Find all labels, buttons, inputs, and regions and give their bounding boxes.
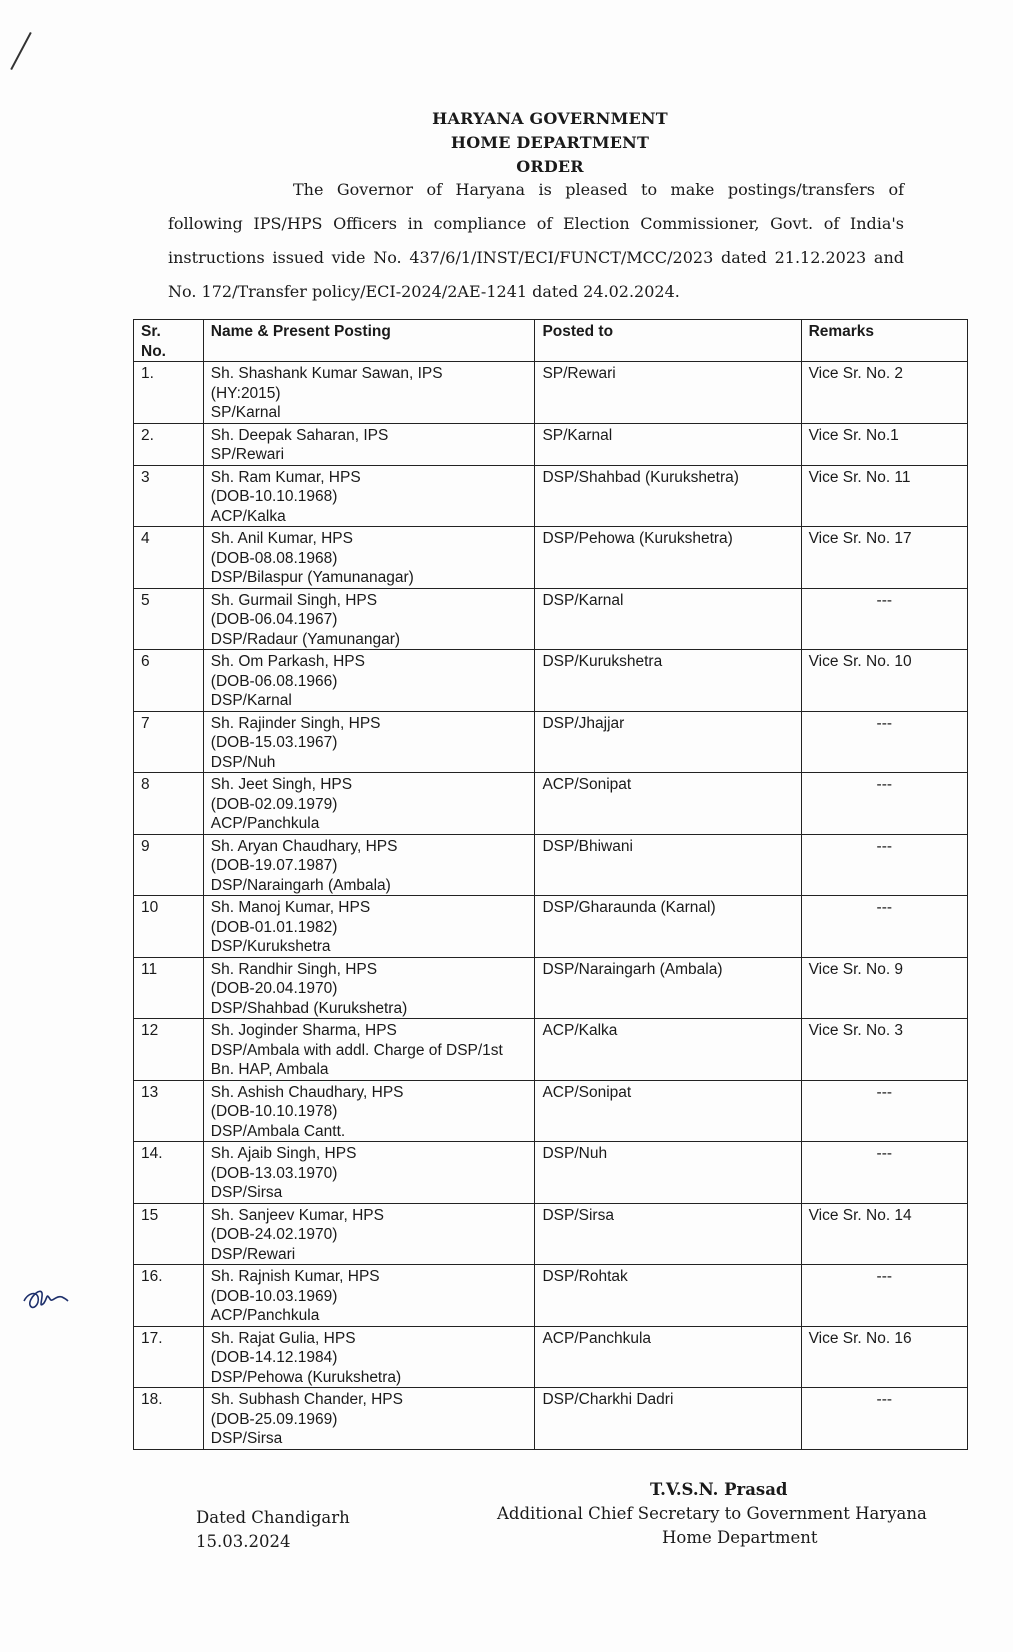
name-posting-line: DSP/Naraingarh (Ambala)	[210, 876, 391, 894]
remarks-cell: Vice Sr. No. 17	[801, 527, 967, 589]
name-posting-line: DSP/Shahbad (Kurukshetra)	[210, 999, 408, 1017]
name-posting-line: Sh. Manoj Kumar, HPS	[210, 899, 371, 916]
posted-to-cell: DSP/Jhajjar	[535, 711, 801, 773]
table-row	[134, 1388, 968, 1450]
sr-no-cell: 7	[134, 711, 204, 773]
remarks-cell: ---	[801, 896, 967, 958]
name-posting-cell	[203, 1388, 535, 1450]
name-posting-line: (DOB-06.08.1966)	[210, 672, 338, 690]
header-sr-line2: No.	[141, 342, 166, 360]
name-posting-cell	[203, 834, 535, 896]
remarks-cell: Vice Sr. No. 3	[801, 1019, 967, 1081]
remarks-cell: Vice Sr. No. 16	[801, 1326, 967, 1388]
signatory-department: Home Department	[662, 1528, 818, 1547]
name-posting-cell	[203, 423, 535, 465]
remarks-cell: Vice Sr. No. 11	[801, 465, 967, 527]
remarks-cell: ---	[801, 1388, 967, 1450]
remarks-cell: Vice Sr. No. 14	[801, 1203, 967, 1265]
remarks-cell: ---	[801, 834, 967, 896]
dated-place: Dated Chandigarh	[196, 1508, 350, 1527]
header-sr-no	[134, 320, 204, 362]
sr-no-cell: 1.	[134, 362, 204, 424]
table-row	[134, 588, 968, 650]
name-posting-line: DSP/Ambala Cantt.	[210, 1122, 346, 1140]
name-posting-line: Sh. Randhir Singh, HPS	[210, 960, 378, 978]
sr-no-cell: 8	[134, 773, 204, 835]
name-posting-line: Sh. Joginder Sharma, HPS	[210, 1022, 397, 1039]
name-posting-cell	[203, 1265, 535, 1327]
posted-to-cell: DSP/Nuh	[535, 1142, 801, 1204]
table-row	[134, 423, 968, 465]
name-posting-line: (DOB-01.01.1982)	[210, 918, 338, 936]
name-posting-line: DSP/Pehowa (Kurukshetra)	[210, 1368, 402, 1386]
sr-no-cell: 16.	[134, 1265, 204, 1327]
name-posting-line: Sh. Jeet Singh, HPS	[210, 776, 353, 793]
table-row	[134, 896, 968, 958]
name-posting-line: (DOB-14.12.1984)	[210, 1349, 338, 1366]
name-posting-line: (HY:2015)	[210, 384, 281, 402]
table-row	[134, 1019, 968, 1081]
name-posting-cell	[203, 1203, 535, 1265]
dated-date: 15.03.2024	[196, 1532, 291, 1551]
name-posting-line: DSP/Bilaspur (Yamunanagar)	[210, 569, 414, 586]
name-posting-line: (DOB-19.07.1987)	[210, 857, 338, 874]
table-header-row	[134, 320, 968, 362]
name-posting-line: (DOB-25.09.1969)	[210, 1410, 338, 1428]
table-body	[134, 362, 968, 1450]
name-posting-cell	[203, 773, 535, 835]
name-posting-cell	[203, 650, 535, 712]
posted-to-cell: DSP/Charkhi Dadri	[535, 1388, 801, 1450]
posted-to-cell: DSP/Gharaunda (Karnal)	[535, 896, 801, 958]
name-posting-line: Sh. Shashank Kumar Sawan, IPS	[210, 365, 443, 382]
sr-no-cell: 11	[134, 957, 204, 1019]
remarks-cell: ---	[801, 1142, 967, 1204]
name-posting-cell	[203, 1142, 535, 1204]
name-posting-line: Bn. HAP, Ambala	[210, 1061, 329, 1078]
initials-signature	[22, 1283, 70, 1313]
name-posting-line: Sh. Sanjeev Kumar, HPS	[210, 1206, 384, 1224]
name-posting-line: ACP/Panchkula	[210, 1307, 320, 1324]
sr-no-cell: 6	[134, 650, 204, 712]
name-posting-line: (DOB-10.10.1978)	[210, 1103, 338, 1120]
name-posting-line: SP/Rewari	[210, 446, 285, 463]
sr-no-cell: 2.	[134, 423, 204, 465]
remarks-cell: Vice Sr. No.1	[801, 423, 967, 465]
posted-to-cell: SP/Karnal	[535, 423, 801, 465]
name-posting-line: DSP/Sirsa	[210, 1184, 283, 1201]
name-posting-line: DSP/Radaur (Yamunangar)	[210, 630, 401, 648]
name-posting-line: (DOB-13.03.1970)	[210, 1164, 338, 1182]
table-row	[134, 362, 968, 424]
sr-no-cell: 5	[134, 588, 204, 650]
remarks-cell: ---	[801, 1080, 967, 1142]
name-posting-line: Sh. Subhash Chander, HPS	[210, 1391, 403, 1408]
sr-no-cell: 12	[134, 1019, 204, 1081]
name-posting-line: DSP/Nuh	[210, 753, 276, 771]
sr-no-cell: 10	[134, 896, 204, 958]
name-posting-cell	[203, 362, 535, 424]
signatory-title: Additional Chief Secretary to Government Haryana	[497, 1504, 927, 1523]
name-posting-line: (DOB-20.04.1970)	[210, 980, 338, 997]
name-posting-cell	[203, 1019, 535, 1081]
remarks-cell: ---	[801, 711, 967, 773]
sr-no-cell: 14.	[134, 1142, 204, 1204]
name-posting-line: (DOB-06.04.1967)	[210, 611, 338, 628]
name-posting-cell	[203, 465, 535, 527]
header-order: ORDER	[516, 157, 584, 176]
posted-to-cell: ACP/Sonipat	[535, 773, 801, 835]
name-posting-cell	[203, 957, 535, 1019]
posted-to-cell: ACP/Sonipat	[535, 1080, 801, 1142]
header-remarks: Remarks	[801, 320, 967, 362]
transfer-table	[133, 319, 968, 1450]
remarks-cell: Vice Sr. No. 2	[801, 362, 967, 424]
name-posting-cell	[203, 1080, 535, 1142]
name-posting-cell	[203, 527, 535, 589]
posted-to-cell: DSP/Bhiwani	[535, 834, 801, 896]
name-posting-line: DSP/Ambala with addl. Charge of DSP/1st	[210, 1041, 503, 1059]
table-row	[134, 1142, 968, 1204]
name-posting-line: Sh. Ram Kumar, HPS	[210, 468, 361, 486]
name-posting-line: Sh. Aryan Chaudhary, HPS	[210, 837, 398, 855]
name-posting-line: Sh. Om Parkash, HPS	[210, 653, 365, 670]
name-posting-line: Sh. Rajinder Singh, HPS	[210, 714, 381, 732]
header-name: Name & Present Posting	[203, 320, 535, 362]
header-posted-to: Posted to	[535, 320, 801, 362]
header-sr-line1: Sr.	[141, 323, 161, 340]
sr-no-cell: 15	[134, 1203, 204, 1265]
header-department: HOME DEPARTMENT	[450, 133, 650, 152]
pen-mark	[10, 32, 31, 70]
name-posting-line: (DOB-15.03.1967)	[210, 734, 338, 751]
table-row	[134, 1080, 968, 1142]
name-posting-cell	[203, 588, 535, 650]
sr-no-cell: 13	[134, 1080, 204, 1142]
name-posting-line: Sh. Deepak Saharan, IPS	[210, 426, 389, 444]
posted-to-cell: DSP/Rohtak	[535, 1265, 801, 1327]
sr-no-cell: 4	[134, 527, 204, 589]
intro-paragraph	[168, 173, 904, 309]
name-posting-line: (DOB-10.03.1969)	[210, 1287, 338, 1305]
sr-no-cell: 18.	[134, 1388, 204, 1450]
name-posting-line: (DOB-08.08.1968)	[210, 549, 338, 567]
header-government: HARYANA GOVERNMENT	[432, 109, 668, 128]
table-row	[134, 711, 968, 773]
name-posting-line: (DOB-10.10.1968)	[210, 488, 338, 505]
posted-to-cell: DSP/Pehowa (Kurukshetra)	[535, 527, 801, 589]
name-posting-line: Sh. Anil Kumar, HPS	[210, 530, 353, 547]
remarks-cell: Vice Sr. No. 10	[801, 650, 967, 712]
table-row	[134, 465, 968, 527]
name-posting-line: ACP/Panchkula	[210, 815, 320, 832]
table-row	[134, 957, 968, 1019]
name-posting-cell	[203, 1326, 535, 1388]
table-row	[134, 1326, 968, 1388]
posted-to-cell: DSP/Kurukshetra	[535, 650, 801, 712]
name-posting-line: (DOB-24.02.1970)	[210, 1226, 338, 1243]
name-posting-line: (DOB-02.09.1979)	[210, 795, 338, 813]
name-posting-cell	[203, 896, 535, 958]
posted-to-cell: ACP/Panchkula	[535, 1326, 801, 1388]
remarks-cell: Vice Sr. No. 9	[801, 957, 967, 1019]
sr-no-cell: 9	[134, 834, 204, 896]
name-posting-line: Sh. Gurmail Singh, HPS	[210, 591, 378, 609]
name-posting-line: Sh. Ashish Chaudhary, HPS	[210, 1083, 404, 1101]
table-row	[134, 1203, 968, 1265]
remarks-cell: ---	[801, 588, 967, 650]
name-posting-line: DSP/Karnal	[210, 692, 292, 709]
signatory-name: T.V.S.N. Prasad	[650, 1480, 788, 1499]
intro-text: The Governor of Haryana is pleased to make postings/transfers of following IPS/HPS Officers in compliance of Election Commissioner, Govt. of India's instructions issued vide No. 437/6/1/INST/ECI/FUNCT/MCC/2023 dated 21.12.2023 and No. 172/Transfer policy/ECI-2024/2AE-1241 dated 24.02.2024.	[168, 180, 904, 301]
sr-no-cell: 17.	[134, 1326, 204, 1388]
posted-to-cell: DSP/Karnal	[535, 588, 801, 650]
name-posting-line: ACP/Kalka	[210, 507, 286, 525]
dated-block	[196, 1506, 350, 1554]
posted-to-cell: ACP/Kalka	[535, 1019, 801, 1081]
name-posting-line: Sh. Ajaib Singh, HPS	[210, 1145, 357, 1162]
posted-to-cell: SP/Rewari	[535, 362, 801, 424]
table-row	[134, 773, 968, 835]
remarks-cell: ---	[801, 1265, 967, 1327]
table-row	[134, 650, 968, 712]
remarks-cell: ---	[801, 773, 967, 835]
table-row	[134, 834, 968, 896]
table-row	[134, 1265, 968, 1327]
name-posting-cell	[203, 711, 535, 773]
sr-no-cell: 3	[134, 465, 204, 527]
name-posting-line: DSP/Sirsa	[210, 1430, 283, 1447]
name-posting-line: DSP/Kurukshetra	[210, 938, 331, 955]
name-posting-line: Sh. Rajnish Kumar, HPS	[210, 1268, 380, 1285]
posted-to-cell: DSP/Sirsa	[535, 1203, 801, 1265]
name-posting-line: DSP/Rewari	[210, 1245, 296, 1263]
name-posting-line: Sh. Rajat Gulia, HPS	[210, 1329, 356, 1347]
posted-to-cell: DSP/Naraingarh (Ambala)	[535, 957, 801, 1019]
posted-to-cell: DSP/Shahbad (Kurukshetra)	[535, 465, 801, 527]
name-posting-line: SP/Karnal	[210, 404, 281, 421]
table-row	[134, 527, 968, 589]
